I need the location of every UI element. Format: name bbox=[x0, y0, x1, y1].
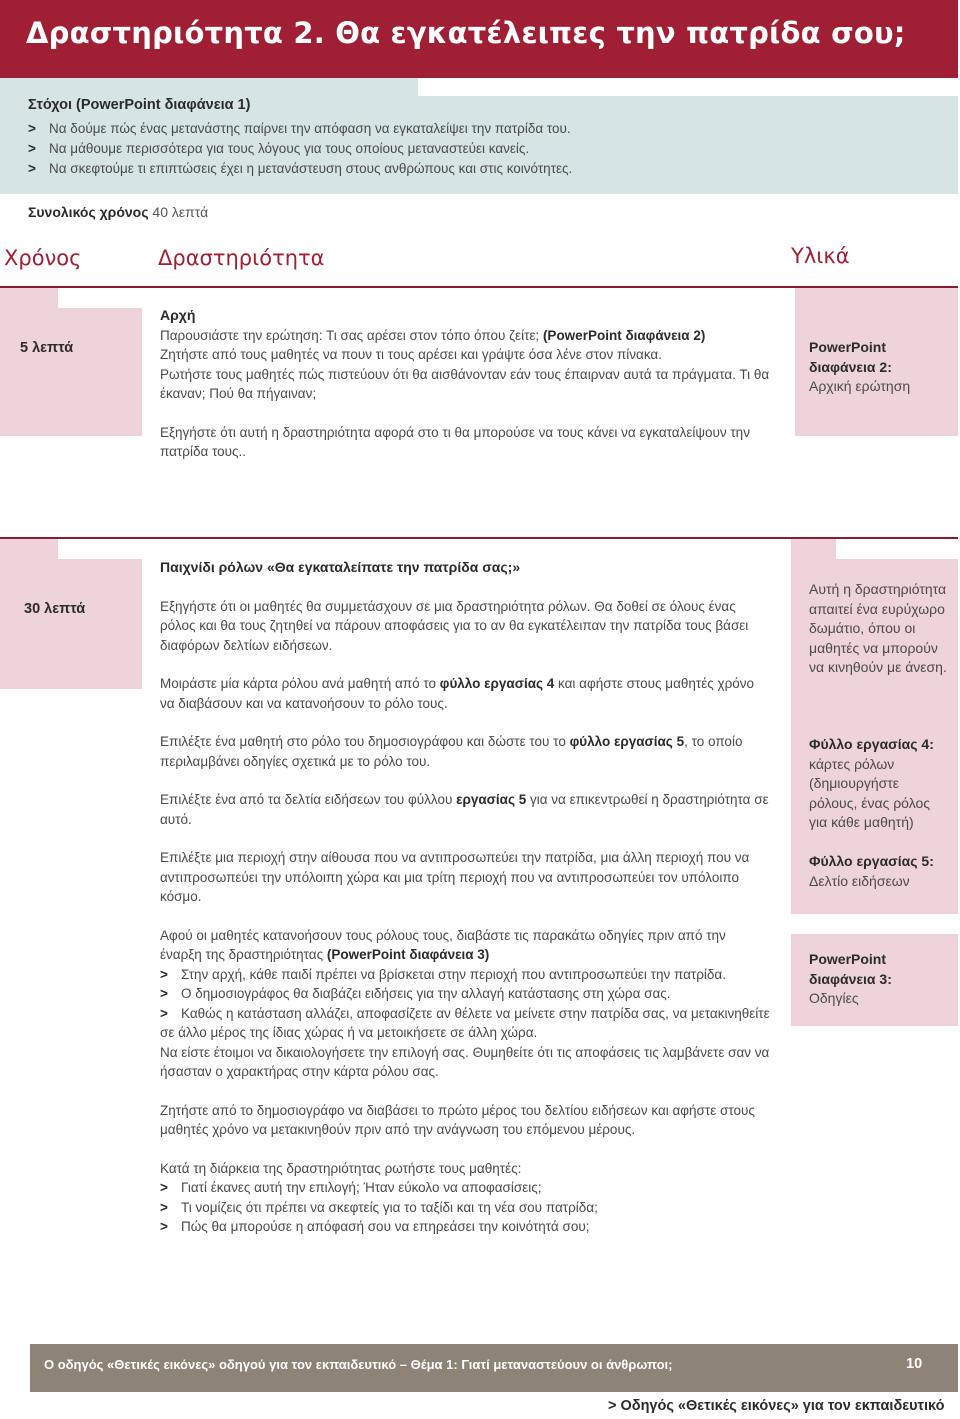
section2-time: 30 λεπτά bbox=[24, 601, 86, 617]
objectives-tab bbox=[0, 78, 418, 96]
section1-time-box bbox=[0, 308, 142, 436]
question-item: > Τι νομίζεις ότι πρέπει να σκεφτείς για το ταξίδι και τη νέα σου πατρίδα; bbox=[160, 1199, 598, 1215]
section1-time-tab bbox=[0, 288, 58, 308]
objective-item: > Να δούμε πώς ένας μετανάστης παίρνει την απόφαση να εγκαταλείψει την πατρίδα του. bbox=[28, 121, 571, 136]
total-time: Συνολικός χρόνος 40 λεπτά bbox=[28, 204, 209, 220]
section2-time-tab bbox=[0, 539, 58, 559]
section1-material: PowerPoint διαφάνεια 2: Αρχική ερώτηση bbox=[809, 339, 911, 394]
column-header-materials: Υλικά bbox=[791, 244, 850, 268]
column-header-time: Χρόνος bbox=[4, 246, 82, 270]
instruction-item: > Ο δημοσιογράφος θα διαβάζει ειδήσεις για την αλλαγή κατάστασης στη χώρα σας. bbox=[160, 986, 671, 1001]
question-item: > Γιατί έκανες αυτή την επιλογή; Ήταν εύκολο να αποφασίσεις; bbox=[160, 1180, 542, 1195]
footer-text: Ο οδηγός «Θετικές εικόνες» οδηγού για τον εκπαιδευτικό – Θέμα 1: Γιατί μεταναστεύουν οι άνθρωποι; bbox=[44, 1357, 673, 1372]
section1-material-tab bbox=[795, 288, 958, 308]
page-title: Δραστηριότητα 2. Θα εγκατέλειπες την πατρίδα σου; bbox=[26, 16, 906, 50]
section2-material-room: Αυτή η δραστηριότητα απαιτεί ένα ευρύχωρο δωμάτιο, όπου οι μαθητές να μπορούν να κινηθούν με άνεση. bbox=[809, 581, 947, 675]
instruction-item: > Καθώς η κατάσταση αλλάζει, αποφασίζετε αν θέλετε να μείνετε στην πατρίδα σας, να μετακινηθείτε σε άλλο μέρος της ίδιας χώρας ή να μετοικήσετε σε άλλη χώρα. bbox=[160, 1005, 770, 1040]
section2-body: Παιχνίδι ρόλων «Θα εγκαταλείπατε την πατρίδα σας;» Εξηγήστε ότι οι μαθητές θα συμμετάσχουν σε μια δραστηριότητα ρόλων. Θα δοθεί σε όλους ένας ρόλος και θα τους ζητηθεί να πάρουν αποφάσεις για το αν θα εγκατέλειπαν την πατρίδα τους βάσει διαφόρων δελτίων ειδήσεων. Μοιράστε μία κάρτα ρόλου ανά μαθητή από το φύλλο εργασίας 4 και αφήστε στους μαθητές χρόνο να διαβάσουν και να κατανοήσουν το ρόλο τους. Επιλέξτε ένα μαθητή στο ρόλο του δημοσιογράφου και δώστε του το φύλλο εργασίας 5, το οποίο περιλαμβάνει οδηγίες σχετικά με το ρόλο του. Επιλέξτε ένα από τα δελτία ειδήσεων του φύλλου εργασίας 5 για να επικεντρωθεί η δραστηριότητα σε αυτό. Επιλέξτε μια περιοχή στην αίθουσα που να αντιπροσωπεύει την πατρίδα, μια άλλη περιοχή που να αντιπροσωπεύει την υπόλοιπη χώρα και μια τρίτη περιοχή που να αντιπροσωπεύει τον υπόλοιπο κόσμο. Αφού οι μαθητές κατανοήσουν τους ρόλους τους, διαβάστε τις παρακάτω οδηγίες πριν από την έναρξη της δραστηριότητας (PowerPoint διαφάνεια 3) > Στην αρχή, κάθε παιδί πρέπει να βρίσκεται στην περιοχή που αντιπροσωπεύει την πατρίδα. > Ο δημοσιογράφος θα διαβάζει ειδήσεις για την αλλαγή κατάστασης στη χώρα σας. > Καθώς η κατάσταση αλλάζει, αποφασίζετε αν θέλετε να μείνετε στην πατρίδα σας, να μετακινηθείτε σε άλλο μέρος της ίδιας χώρας ή να μετοικήσετε σε άλλη χώρα. Να είστε έτοιμοι να δικαιολογήσετε την επιλογή σας. Θυμηθείτε ότι τις αποφάσεις τις λαμβάνετε σαν να ήσασταν ο χαρακτήρας στην κάρτα ρόλου σας. Ζητήστε από το δημοσιογράφο να διαβάσει το πρώτο μέρος του δελτίου ειδήσεων και αφήστε στους μαθητές χρόνο να μετακινηθούν πριν από την ανάγνωση του επόμενου μέρους. Κατά τη διάρκεια της δραστηριότητας ρωτήστε τους μαθητές: > Γιατί έκανες αυτή την επιλογή; Ήταν εύκολο να αποφασίσεις; > Τι νομίζεις ότι πρέπει να σκεφτείς για το ταξίδι και τη νέα σου πατρίδα; > Πώς θα μπορούσε η απόφασή σου να επηρεάσει την κοινότητά σου; bbox=[160, 558, 770, 1237]
instruction-item: > Στην αρχή, κάθε παιδί πρέπει να βρίσκεται στην περιοχή που αντιπροσωπεύει την πατρίδα. bbox=[160, 966, 726, 982]
section2-material-worksheet4: Φύλλο εργασίας 4: κάρτες ρόλων (δημιουργήστε ρόλους, ένας ρόλος για κάθε μαθητή) bbox=[809, 736, 934, 830]
objectives-list bbox=[28, 119, 572, 179]
section1-time: 5 λεπτά bbox=[20, 340, 74, 356]
question-item: > Πώς θα μπορούσε η απόφασή σου να επηρεάσει την κοινότητά σου; bbox=[160, 1219, 590, 1234]
page-number: 10 bbox=[906, 1356, 923, 1372]
objective-item: > Να σκεφτούμε τι επιπτώσεις έχει η μετανάστευση στους ανθρώπους και στις κοινότητες. bbox=[28, 161, 573, 176]
objectives-heading: Στόχοι (PowerPoint διαφάνεια 1) bbox=[28, 97, 251, 113]
section1-body: Αρχή Παρουσιάστε την ερώτηση: Τι σας αρέσει στον τόπο όπου ζείτε; (PowerPoint διαφάνεια 2) Ζητήστε από τους μαθητές να πουν τι τους αρέσει και γράψτε όσα λένε στον πίνακα. Ρωτήστε τους μαθητές πώς πιστεύουν ότι θα αισθάνονταν εάν τους έπαιρναν αυτά τα πράγματα. Τι θα έκαναν; Πού θα πήγαιναν; Εξηγήστε ότι αυτή η δραστηριότητα αφορά στο τι θα μπορούσε να τους κάνει να εγκαταλείψουν την πατρίδα τους.. bbox=[160, 307, 770, 459]
section2-material-tab bbox=[791, 539, 836, 559]
title-banner bbox=[0, 0, 958, 78]
section2-time-box bbox=[0, 559, 142, 689]
column-header-activity: Δραστηριότητα bbox=[158, 246, 325, 270]
section2-material-slide3: PowerPoint διαφάνεια 3: Οδηγίες bbox=[809, 951, 892, 1006]
guide-link[interactable]: > Οδηγός «Θετικές εικόνες» για τον εκπαιδευτικό bbox=[608, 1398, 945, 1414]
section2-material-worksheet5: Φύλλο εργασίας 5: Δελτίο ειδήσεων bbox=[809, 853, 934, 889]
objective-item: > Να μάθουμε περισσότερα για τους λόγους για τους οποίους μεταναστεύει κανείς. bbox=[28, 141, 530, 156]
